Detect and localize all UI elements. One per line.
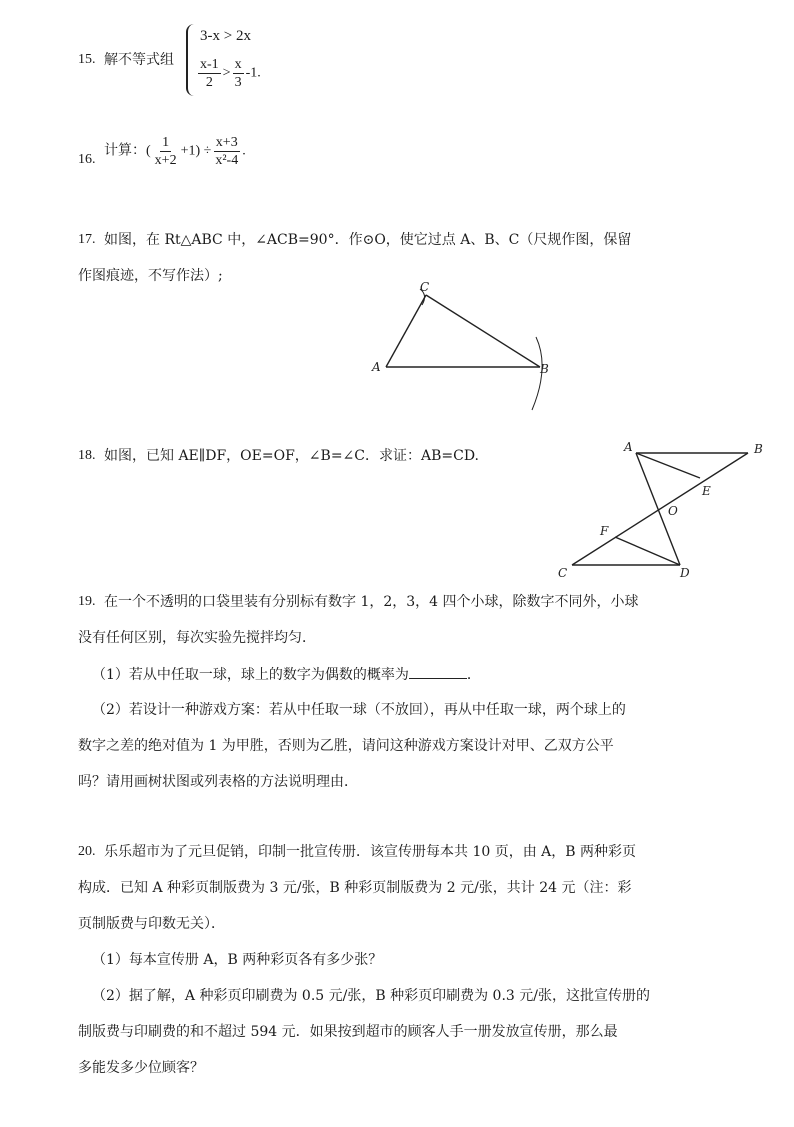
q15-frac1-den: 2 <box>205 75 213 90</box>
q19-line1: 在一个不透明的口袋里装有分别标有数字 1，2，3，4 四个小球，除数字不同外，小球 <box>104 594 639 610</box>
q19-part1-end: ． <box>466 667 481 683</box>
q15-inequality-1: 3-x > 2x <box>200 28 251 44</box>
q17-side-cb <box>426 295 540 367</box>
q20-line1: 乐乐超市为了元旦促销，印制一批宣传册．该宣传册每本共 10 页，由 A，B 两种彩页 <box>104 844 637 860</box>
q19-answer-blank <box>409 664 467 679</box>
q19-part2-line3: 吗？请用画树状图或列表格的方法说明理由． <box>78 774 358 790</box>
q15-inequality-2 <box>196 56 261 91</box>
q18-point-o: O <box>668 504 678 518</box>
q20-line3: 页制版费与印数无关）． <box>78 916 225 932</box>
q18-point-c: C <box>558 566 568 580</box>
q16-open-paren: ( <box>146 143 151 159</box>
q17-point-b: B <box>540 362 549 376</box>
q18-figure <box>550 435 780 580</box>
q16-intro: 计算： <box>104 143 146 159</box>
q16-frac2-den: x²-4 <box>215 153 239 168</box>
q17-side-ac <box>386 295 426 367</box>
q19-part1-text: （1）若从中任取一球，球上的数字为偶数的概率为 <box>92 667 409 683</box>
q20-line2: 构成．已知 A 种彩页制版费为 3 元/张，B 种彩页制版费为 2 元/张，共计 24 元（注：彩 <box>78 880 632 896</box>
q15-brace <box>186 24 196 96</box>
q18-point-a: A <box>624 440 633 454</box>
q16-expression <box>104 134 246 169</box>
q17-point-a: A <box>372 360 381 374</box>
q19-label: 19. <box>78 594 96 609</box>
q20-part2-line1: （2）据了解，A 种彩页印刷费为 0.5 元/张，B 种彩页印刷费为 0.3 元/张，这批宣传册的 <box>92 988 650 1004</box>
q16-end: . <box>242 143 246 159</box>
q15-frac2-den: 3 <box>234 75 242 90</box>
q15-op: > <box>222 65 231 81</box>
q15-frac1-num: x-1 <box>200 57 219 72</box>
q15-intro: 解不等式组 <box>104 52 174 68</box>
q16-frac1-num: 1 <box>162 135 170 150</box>
q17-point-c: C <box>420 280 430 294</box>
q16-frac2-num: x+3 <box>215 135 238 150</box>
q18-point-e: E <box>702 484 711 498</box>
q18-point-d: D <box>680 566 690 580</box>
q20-label: 20. <box>78 844 96 859</box>
q16-frac1-den: x+2 <box>154 153 177 168</box>
q18-text: 如图，已知 AE∥DF，OE=OF，∠B=∠C．求证：AB=CD. <box>104 448 480 464</box>
q15-label: 15. <box>78 52 96 67</box>
q19-line2: 没有任何区别，每次实验先搅拌均匀． <box>78 630 316 646</box>
q17-line2: 作图痕迹，不写作法）; <box>78 268 223 284</box>
q16-mid: +1) ÷ <box>180 143 212 159</box>
q18-line-bc <box>572 453 748 565</box>
q20-part1: （1）每本宣传册 A，B 两种彩页各有多少张？ <box>92 952 383 968</box>
q15-tail: -1. <box>245 65 261 81</box>
q19-part2-line2: 数字之差的绝对值为 1 为甲胜，否则为乙胜，请问这种游戏方案设计对甲、乙双方公平 <box>78 738 614 754</box>
q17-line1: 如图，在 Rt△ABC 中，∠ACB=90°．作⊙O，使它过点 A、B、C（尺规作图，保留 <box>104 232 632 248</box>
q16-label: 16. <box>78 152 96 167</box>
q20-part2-line2: 制版费与印刷费的和不超过 594 元．如果按到超市的顾客人手一册发放宣传册，那么最 <box>78 1024 618 1040</box>
q19-part2-line1: （2）若设计一种游戏方案：若从中任取一球（不放回），再从中任取一球，两个球上的 <box>92 702 626 718</box>
q15-frac2-num: x <box>234 57 242 72</box>
q19-part1 <box>92 664 481 685</box>
q18-label: 18. <box>78 448 96 463</box>
q17-label: 17. <box>78 232 96 247</box>
q20-part2-line3: 多能发多少位顾客？ <box>78 1060 204 1076</box>
q18-point-f: F <box>600 524 609 538</box>
q18-line-ae <box>636 453 700 478</box>
q18-point-b: B <box>754 442 763 456</box>
q17-triangle-figure <box>360 275 560 425</box>
